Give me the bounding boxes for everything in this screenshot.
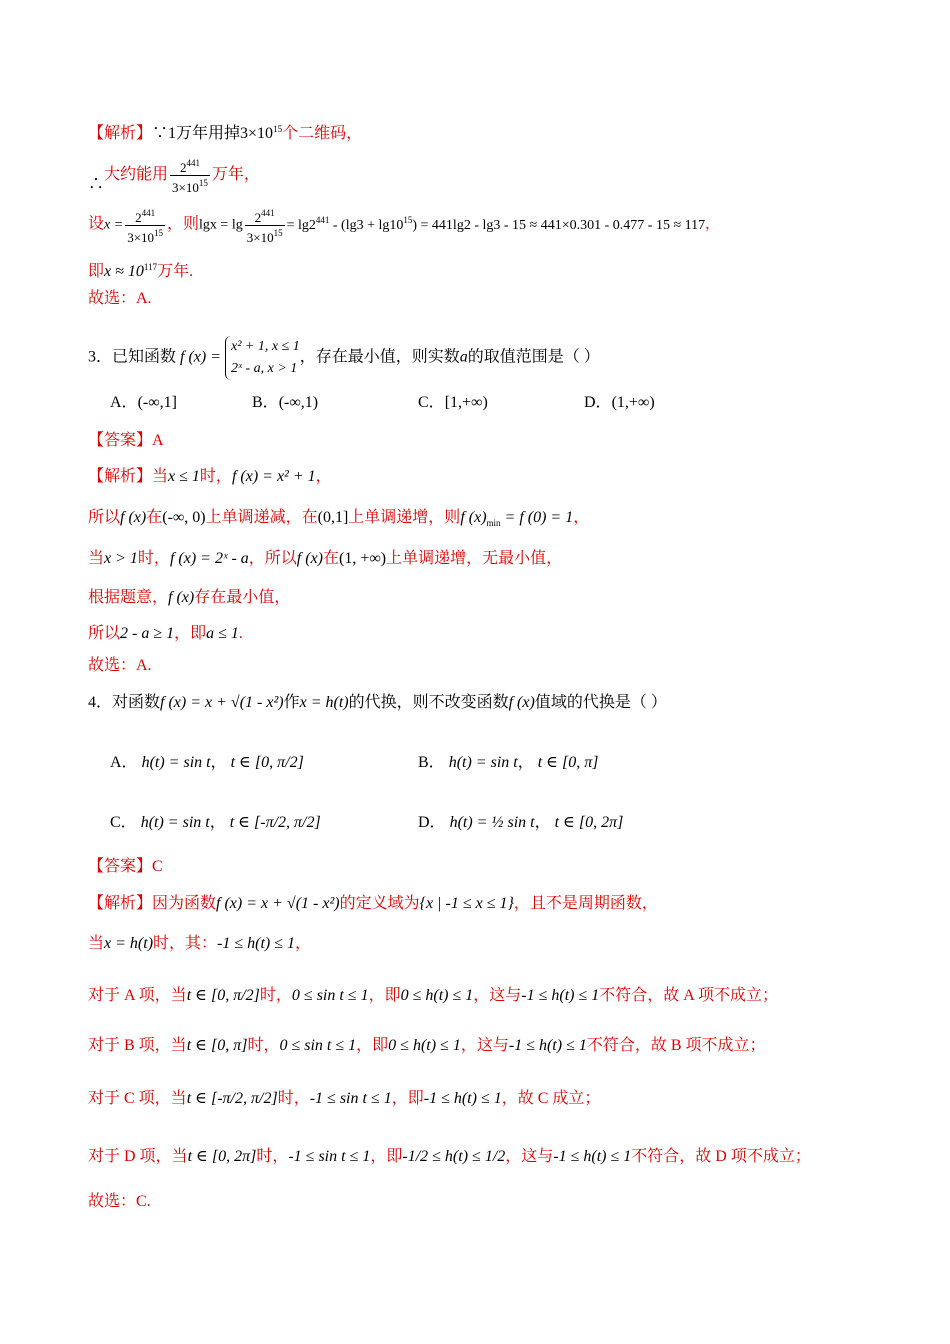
text: ，存在最小值，则实数 — [299, 348, 460, 366]
text: 万年. — [157, 263, 194, 280]
q2-analysis-line-4 — [88, 256, 193, 283]
fraction: $\frac{2^{441}}{3\times 10^{15}}$ — [172, 158, 208, 195]
text: 个二维码， — [282, 125, 363, 142]
q4-analysis-line-5: 对于 C 项，当t ∈ [-π/2, π/2]时，-1 ≤ sin t ≤ 1，即-1 ≤ h(t) ≤ 1，故 C 成立； — [88, 1090, 601, 1107]
q3-analysis-line-1: 【解析】当x ≤ 1时，f (x) = x² + 1， — [88, 468, 332, 485]
q4-analysis-line-3: 对于 A 项，当t ∈ [0, π/2]时，0 ≤ sin t ≤ 1，即0 ≤ h(t) ≤ 1，这与-1 ≤ h(t) ≤ 1不符合，故 A 项不成立； — [88, 987, 778, 1004]
q2-analysis-line-1 — [88, 118, 362, 145]
q4-stem: 4．对函数f (x) = x + √(1 - x²)作x = h(t)的代换，则不改变函数f (x)值域的代换是（ ） — [88, 694, 667, 711]
q2-analysis-line-2 — [88, 156, 260, 195]
q4-analysis-line-2: 当x = h(t)时，其：-1 ≤ h(t) ≤ 1， — [88, 935, 312, 952]
fraction: $\frac{2^{441}}{3\times 10^{15}}$ — [127, 208, 164, 245]
q4-analysis-line-4: 对于 B 项，当t ∈ [0, π]时，0 ≤ sin t ≤ 1，即0 ≤ h(t) ≤ 1，这与-1 ≤ h(t) ≤ 1不符合，故 B 项不成立； — [88, 1037, 766, 1054]
q3-stem — [88, 336, 600, 380]
q4-answer: 【答案】C — [88, 858, 163, 875]
q3-analysis-line-4: 根据题意，f (x)存在最小值， — [88, 589, 291, 606]
text: ，则 — [167, 215, 200, 233]
text: 即 — [88, 263, 105, 280]
text: 的取值范围是（ ） — [467, 348, 600, 366]
text: 设 — [88, 215, 105, 233]
text: 万年， — [211, 166, 260, 184]
text: ∵1万年用掉 — [152, 125, 241, 142]
q2-analysis-line-3 — [88, 206, 719, 245]
q3-option-a[interactable]: A．(-∞,1] — [110, 394, 177, 411]
math: a — [459, 348, 468, 366]
q4-option-c[interactable]: C． h(t) = sin t， t ∈ [-π/2, π/2] — [110, 814, 321, 831]
q3-option-d[interactable]: D．(1,+∞) — [584, 394, 655, 411]
q4-option-b[interactable]: B． h(t) = sin t， t ∈ [0, π] — [418, 754, 599, 771]
q3-analysis-line-5: 所以2 - a ≥ 1，即a ≤ 1. — [88, 625, 243, 642]
q3-option-b[interactable]: B．(-∞,1) — [252, 394, 319, 411]
math: lgx = lg — [199, 217, 243, 233]
text: 3．已知函数 — [88, 348, 177, 366]
piecewise-cases: x² + 1, x ≤ 1 2ˣ - a, x > 1 — [225, 336, 300, 380]
q3-option-c[interactable]: C．[1,+∞) — [418, 394, 488, 411]
q3-answer: 【答案】A — [88, 432, 164, 449]
text: 大约能用 — [104, 166, 169, 184]
math: x = — [104, 217, 124, 233]
q4-conclusion: 故选：C. — [88, 1193, 151, 1210]
math: $x \approx 10^{117}$ — [104, 262, 158, 280]
q4-option-a[interactable]: A． h(t) = sin t， t ∈ [0, π/2] — [110, 754, 304, 771]
analysis-tag: 【解析】 — [88, 125, 153, 142]
q4-analysis-line-1: 【解析】因为函数f (x) = x + √(1 - x²)的定义域为{x | -1 ≤ x ≤ 1}，且不是周期函数， — [88, 895, 658, 912]
q3-conclusion: 故选：A. — [88, 657, 152, 674]
q2-conclusion: 故选：A. — [88, 290, 152, 307]
q4-analysis-line-6: 对于 D 项，当t ∈ [0, 2π]时，-1 ≤ sin t ≤ 1，即-1/2 ≤ h(t) ≤ 1/2，这与-1 ≤ h(t) ≤ 1不符合，故 D 项不成立； — [88, 1148, 811, 1165]
q3-analysis-line-3: 当x > 1时，f (x) = 2ˣ - a，所以f (x)在(1, +∞)上单调递增，无最小值， — [88, 550, 563, 567]
fraction: $\frac{2^{441}}{3\times 10^{15}}$ — [246, 208, 283, 245]
math: f (x) = — [180, 348, 222, 366]
therefore-symbol: ∴ — [88, 176, 105, 194]
math: = $\lg 2^{441} - (\lg 3 + \lg 10^{15}) = 441\lg 2 - \lg 3 - 15 \approx 441\times 0.301 - 0.477 - 15 \approx 117$ — [286, 214, 706, 233]
text: ， — [705, 217, 720, 233]
q4-option-d[interactable]: D． h(t) = ½ sin t， t ∈ [0, 2π] — [418, 814, 624, 831]
q3-analysis-line-2: 所以f (x)在(-∞, 0)上单调递减，在(0,1]上单调递增，则f $(x)_{min} = f$ (0) = 1， — [88, 509, 590, 529]
math: $3\times 10^{15}$ — [240, 124, 283, 142]
